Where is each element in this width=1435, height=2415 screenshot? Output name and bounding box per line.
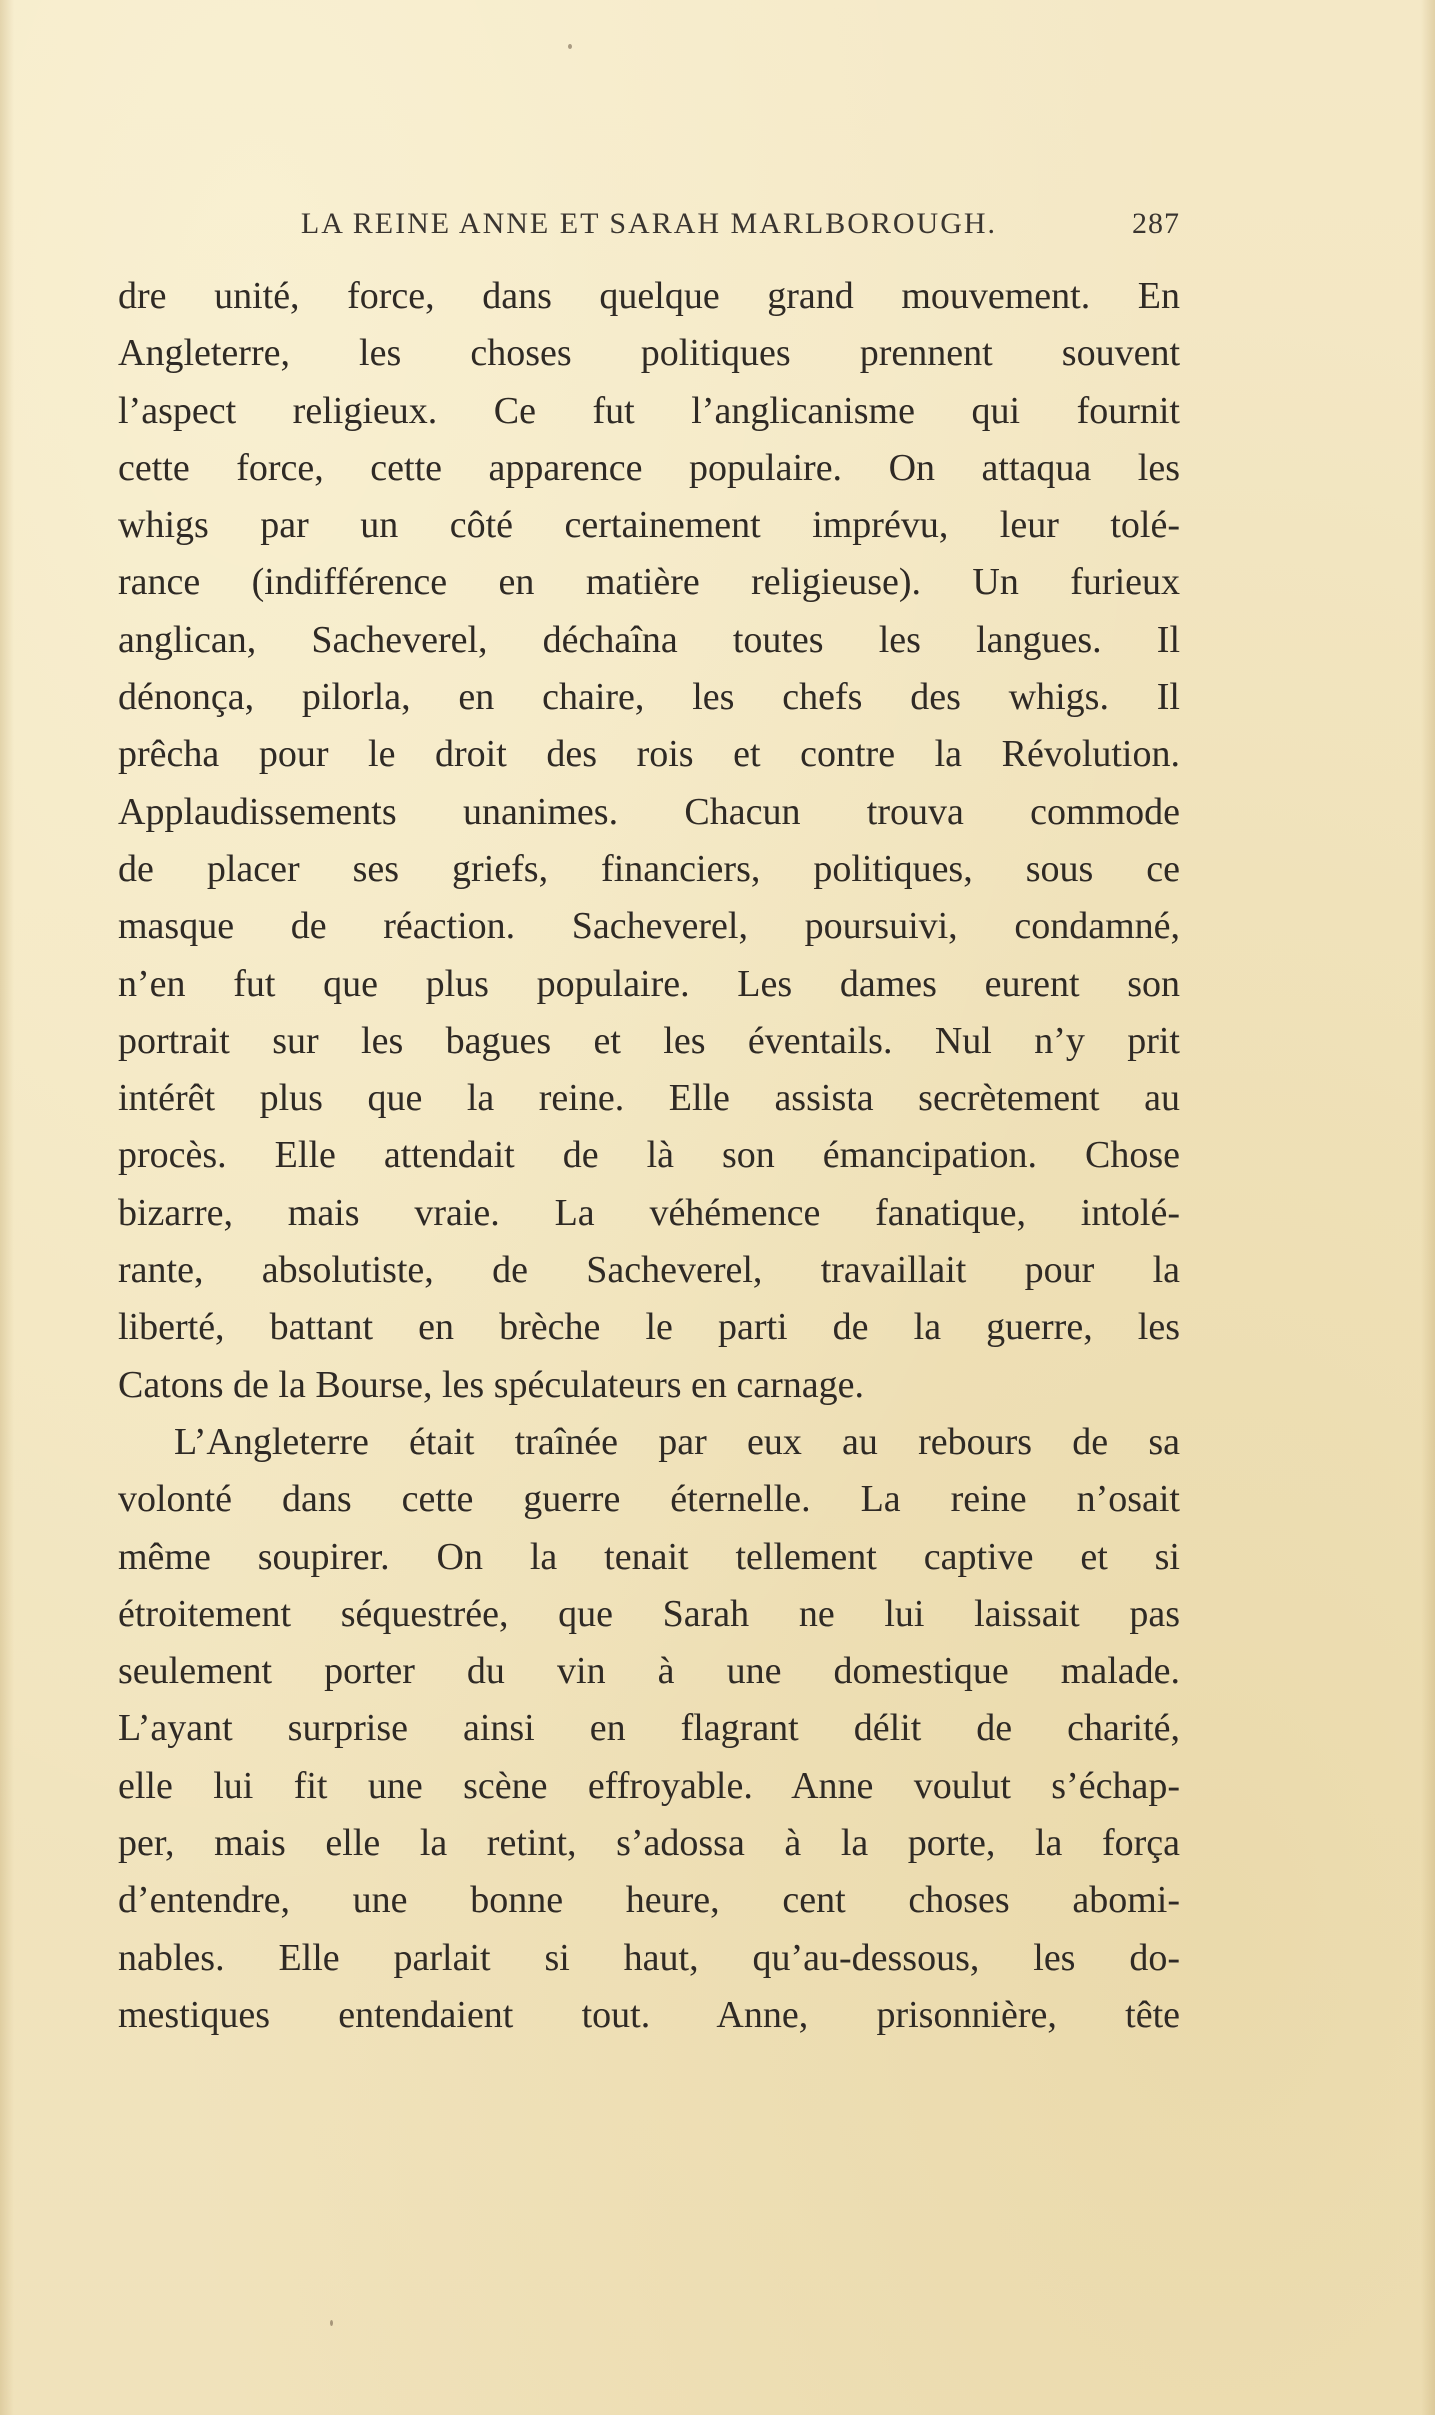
text-line: l’aspect religieux. Ce fut l’anglicanisme qui fournit (118, 389, 1180, 432)
text-line: de placer ses griefs, financiers, politiques, sous ce (118, 847, 1180, 890)
text-line: L’Angleterre était traînée par eux au rebours de sa (174, 1420, 1180, 1463)
text-line: d’entendre, une bonne heure, cent choses abomi- (118, 1879, 1180, 1922)
running-head (118, 200, 1180, 248)
running-title: LA REINE ANNE ET SARAH MARLBOROUGH. (300, 207, 998, 240)
text-line: dre unité, force, dans quelque grand mouvement. En (118, 275, 1180, 317)
text-line: nables. Elle parlait si haut, qu’au-dessous, les do- (118, 1936, 1180, 1979)
text-line: rante, absolutiste, de Sacheverel, travaillait pour la (118, 1249, 1180, 1292)
text-line: masque de réaction. Sacheverel, poursuivi, condamné, (118, 905, 1180, 948)
text-line: seulement porter du vin à une domestique malade. (118, 1650, 1180, 1693)
text-line: n’en fut que plus populaire. Les dames eurent son (118, 962, 1180, 1005)
text-line: liberté, battant en brèche le parti de la guerre, les (118, 1306, 1180, 1349)
text-line: volonté dans cette guerre éternelle. La reine n’osait (118, 1478, 1180, 1521)
left-page-edge (0, 0, 14, 2415)
text-line: bizarre, mais vraie. La véhémence fanatique, intolé- (118, 1191, 1180, 1234)
body-text (118, 268, 1180, 2044)
text-line: étroitement séquestrée, que Sarah ne lui laissait pas (118, 1592, 1180, 1635)
text-line: mestiques entendaient tout. Anne, prisonnière, tête (118, 1993, 1180, 2036)
text-line: Catons de la Bourse, les spéculateurs en carnage. (118, 1363, 865, 1406)
text-line: procès. Elle attendait de là son émancipation. Chose (118, 1134, 1180, 1177)
text-line: prêcha pour le droit des rois et contre la Révolution. (118, 733, 1180, 776)
text-line: intérêt plus que la reine. Elle assista secrètement au (118, 1077, 1180, 1120)
text-line: même soupirer. On la tenait tellement captive et si (118, 1535, 1180, 1578)
text-line: portrait sur les bagues et les éventails. Nul n’y prit (118, 1019, 1180, 1062)
paper-speck (568, 44, 572, 49)
text-line: L’ayant surprise ainsi en flagrant délit de charité, (118, 1707, 1180, 1750)
text-line: cette force, cette apparence populaire. On attaqua les (118, 446, 1180, 489)
text-line: dénonça, pilorla, en chaire, les chefs des whigs. Il (118, 676, 1180, 719)
text-line: anglican, Sacheverel, déchaîna toutes les langues. Il (118, 618, 1180, 661)
text-line: rance (indifférence en matière religieuse). Un furieux (118, 561, 1180, 604)
text-line: whigs par un côté certainement imprévu, leur tolé- (118, 504, 1180, 547)
paper-speck (330, 2320, 333, 2326)
right-page-edge (1421, 0, 1435, 2415)
text-line: Angleterre, les choses politiques prennent souvent (118, 332, 1180, 375)
text-line: elle lui fit une scène effroyable. Anne voulut s’échap- (118, 1764, 1180, 1807)
text-line: Applaudissements unanimes. Chacun trouva commode (118, 790, 1180, 833)
text-line: per, mais elle la retint, s’adossa à la porte, la força (118, 1822, 1180, 1865)
page-number: 287 (1132, 207, 1180, 240)
